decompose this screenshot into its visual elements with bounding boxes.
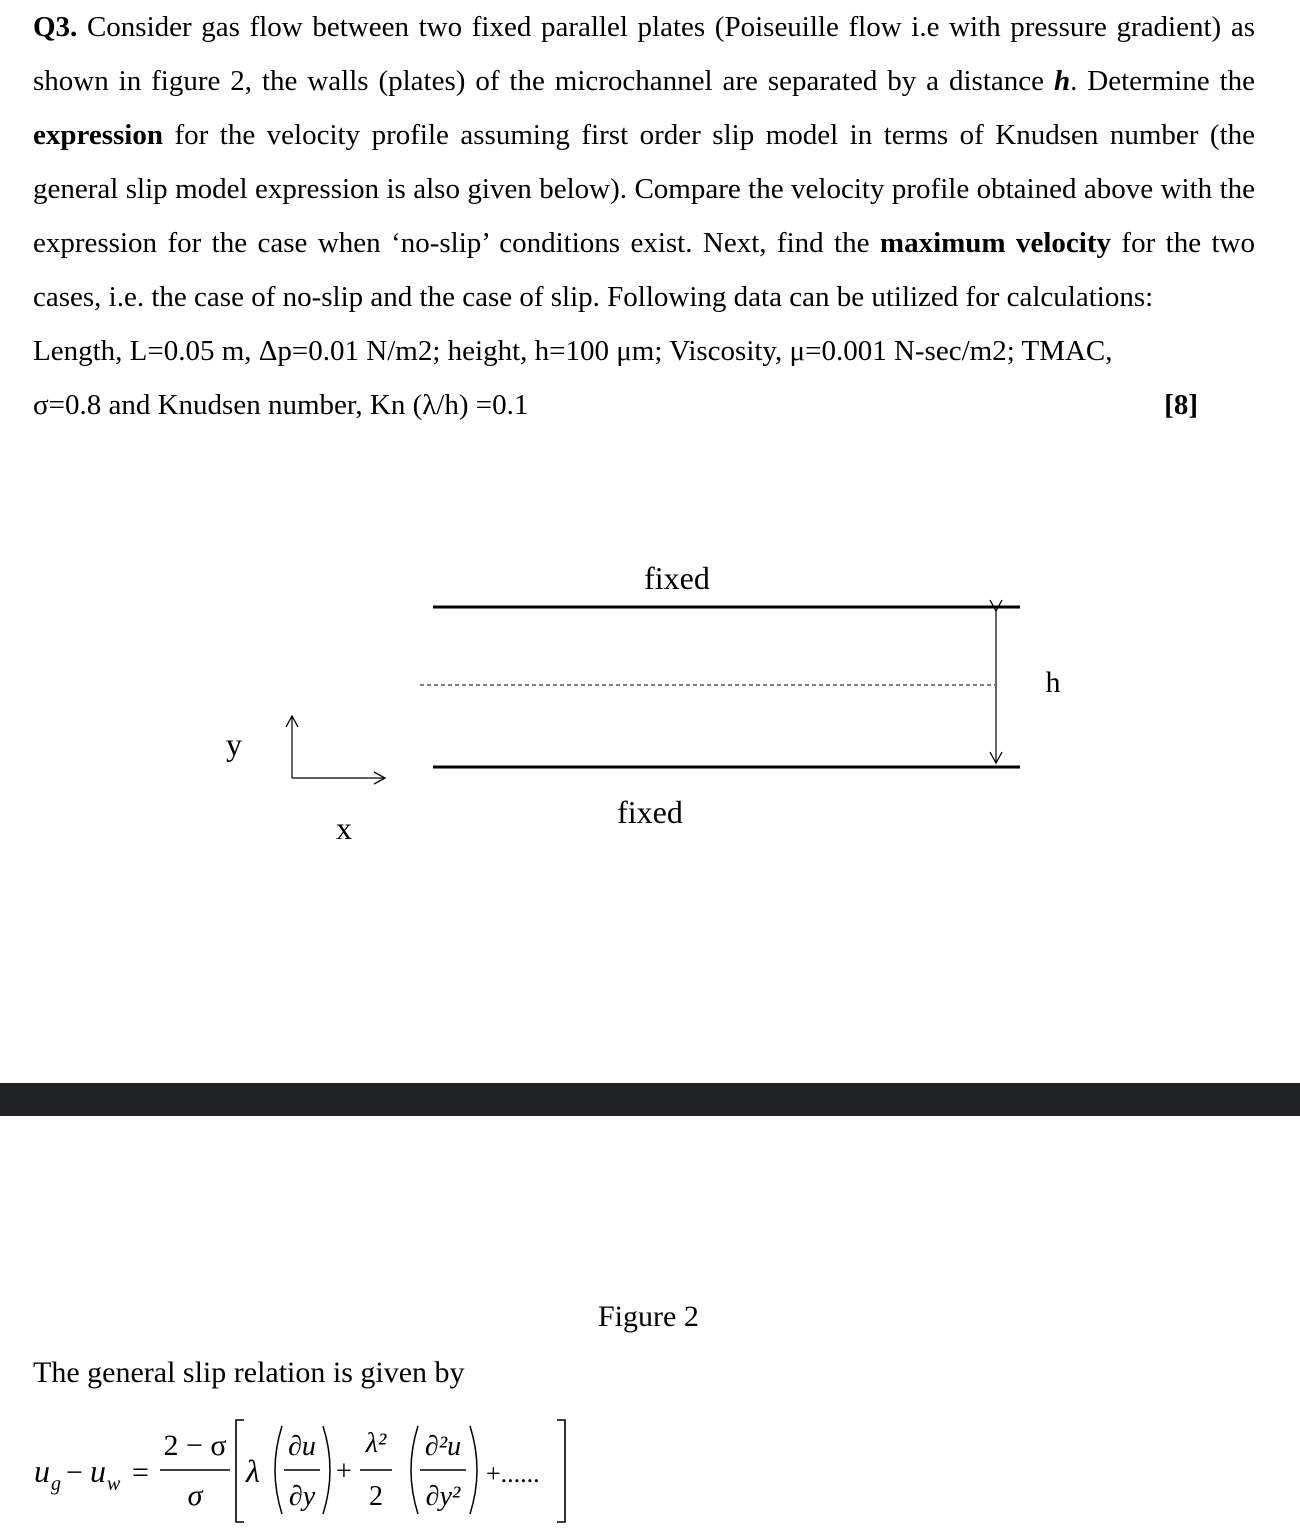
bold-maximum-velocity: maximum velocity [879,227,1111,259]
fraction-denominator: σ [187,1479,203,1512]
data-paragraph [33,324,1255,432]
question-block [33,0,1255,432]
partial-y2: ∂y² [425,1481,461,1512]
partial-y: ∂y [288,1481,316,1512]
question-text-1: Consider gas flow between two fixed parallel plates (Poiseuille flow i.e with pressure gradient) as shown in figure 2, the walls (plates) of the microchannel are separated by a distance [33,11,1255,97]
figure-caption: Figure 2 [598,1300,699,1333]
top-plate-label: fixed [644,560,710,596]
question-paragraph [33,0,1255,324]
channel-diagram [0,540,1300,860]
left-paren-1 [275,1426,282,1514]
right-paren-2 [470,1426,477,1514]
bottom-plate-label: fixed [617,794,683,830]
dark-divider-bar [0,1083,1300,1116]
x-axis-label: x [336,810,352,846]
slip-relation-equation [20,1410,620,1536]
lhs-u-g: u [34,1453,50,1489]
lambda-symbol: λ [246,1453,260,1489]
partial-u: ∂u [288,1431,316,1462]
y-axis-label: y [226,726,242,762]
lhs-u-w: u [90,1453,106,1489]
plus-sign: + [336,1456,352,1487]
data-line-1: Length, L=0.05 m, Δp=0.01 N/m2; height, h=100 μm; Viscosity, μ=0.001 N-sec/m2; TMAC, [33,335,1113,367]
minus-sign: − [66,1456,83,1489]
fraction-numerator: 2 − σ [163,1429,227,1462]
partial2-u: ∂²u [424,1431,462,1462]
bold-expression: expression [33,119,163,151]
slip-relation-intro: The general slip relation is given by [33,1356,465,1389]
right-bracket [557,1420,565,1522]
question-label: Q3. [33,11,78,43]
sub-w: w [107,1473,121,1495]
marks-label: [8] [1164,389,1198,421]
right-paren-1 [323,1426,330,1514]
equals-sign: = [132,1456,149,1489]
data-line-2-row [33,378,1198,432]
left-paren-2 [411,1426,418,1514]
series-tail: +...... [486,1459,540,1488]
lambda-squared: λ² [365,1428,387,1459]
height-label: h [1045,666,1061,699]
question-text-2: . Determine the [1070,65,1255,97]
data-line-2: σ=0.8 and Knudsen number, Kn (λ/h) =0.1 [33,389,529,421]
two-denominator: 2 [369,1481,383,1512]
h-symbol: h [1053,65,1071,97]
question-text-3: for the velocity profile assuming first order slip model in terms of Knudsen number (the general slip model expression is also given below). Compare the velocity profile obtained above with the expression for the case when ‘no-slip’ conditions exist. Next, find the [33,119,1255,259]
question-text-4: for the two cases, i.e. the case of no-slip and the case of slip. Following data can be utilized for calculations: [33,227,1255,313]
left-bracket [236,1420,244,1522]
sub-g: g [51,1473,61,1495]
